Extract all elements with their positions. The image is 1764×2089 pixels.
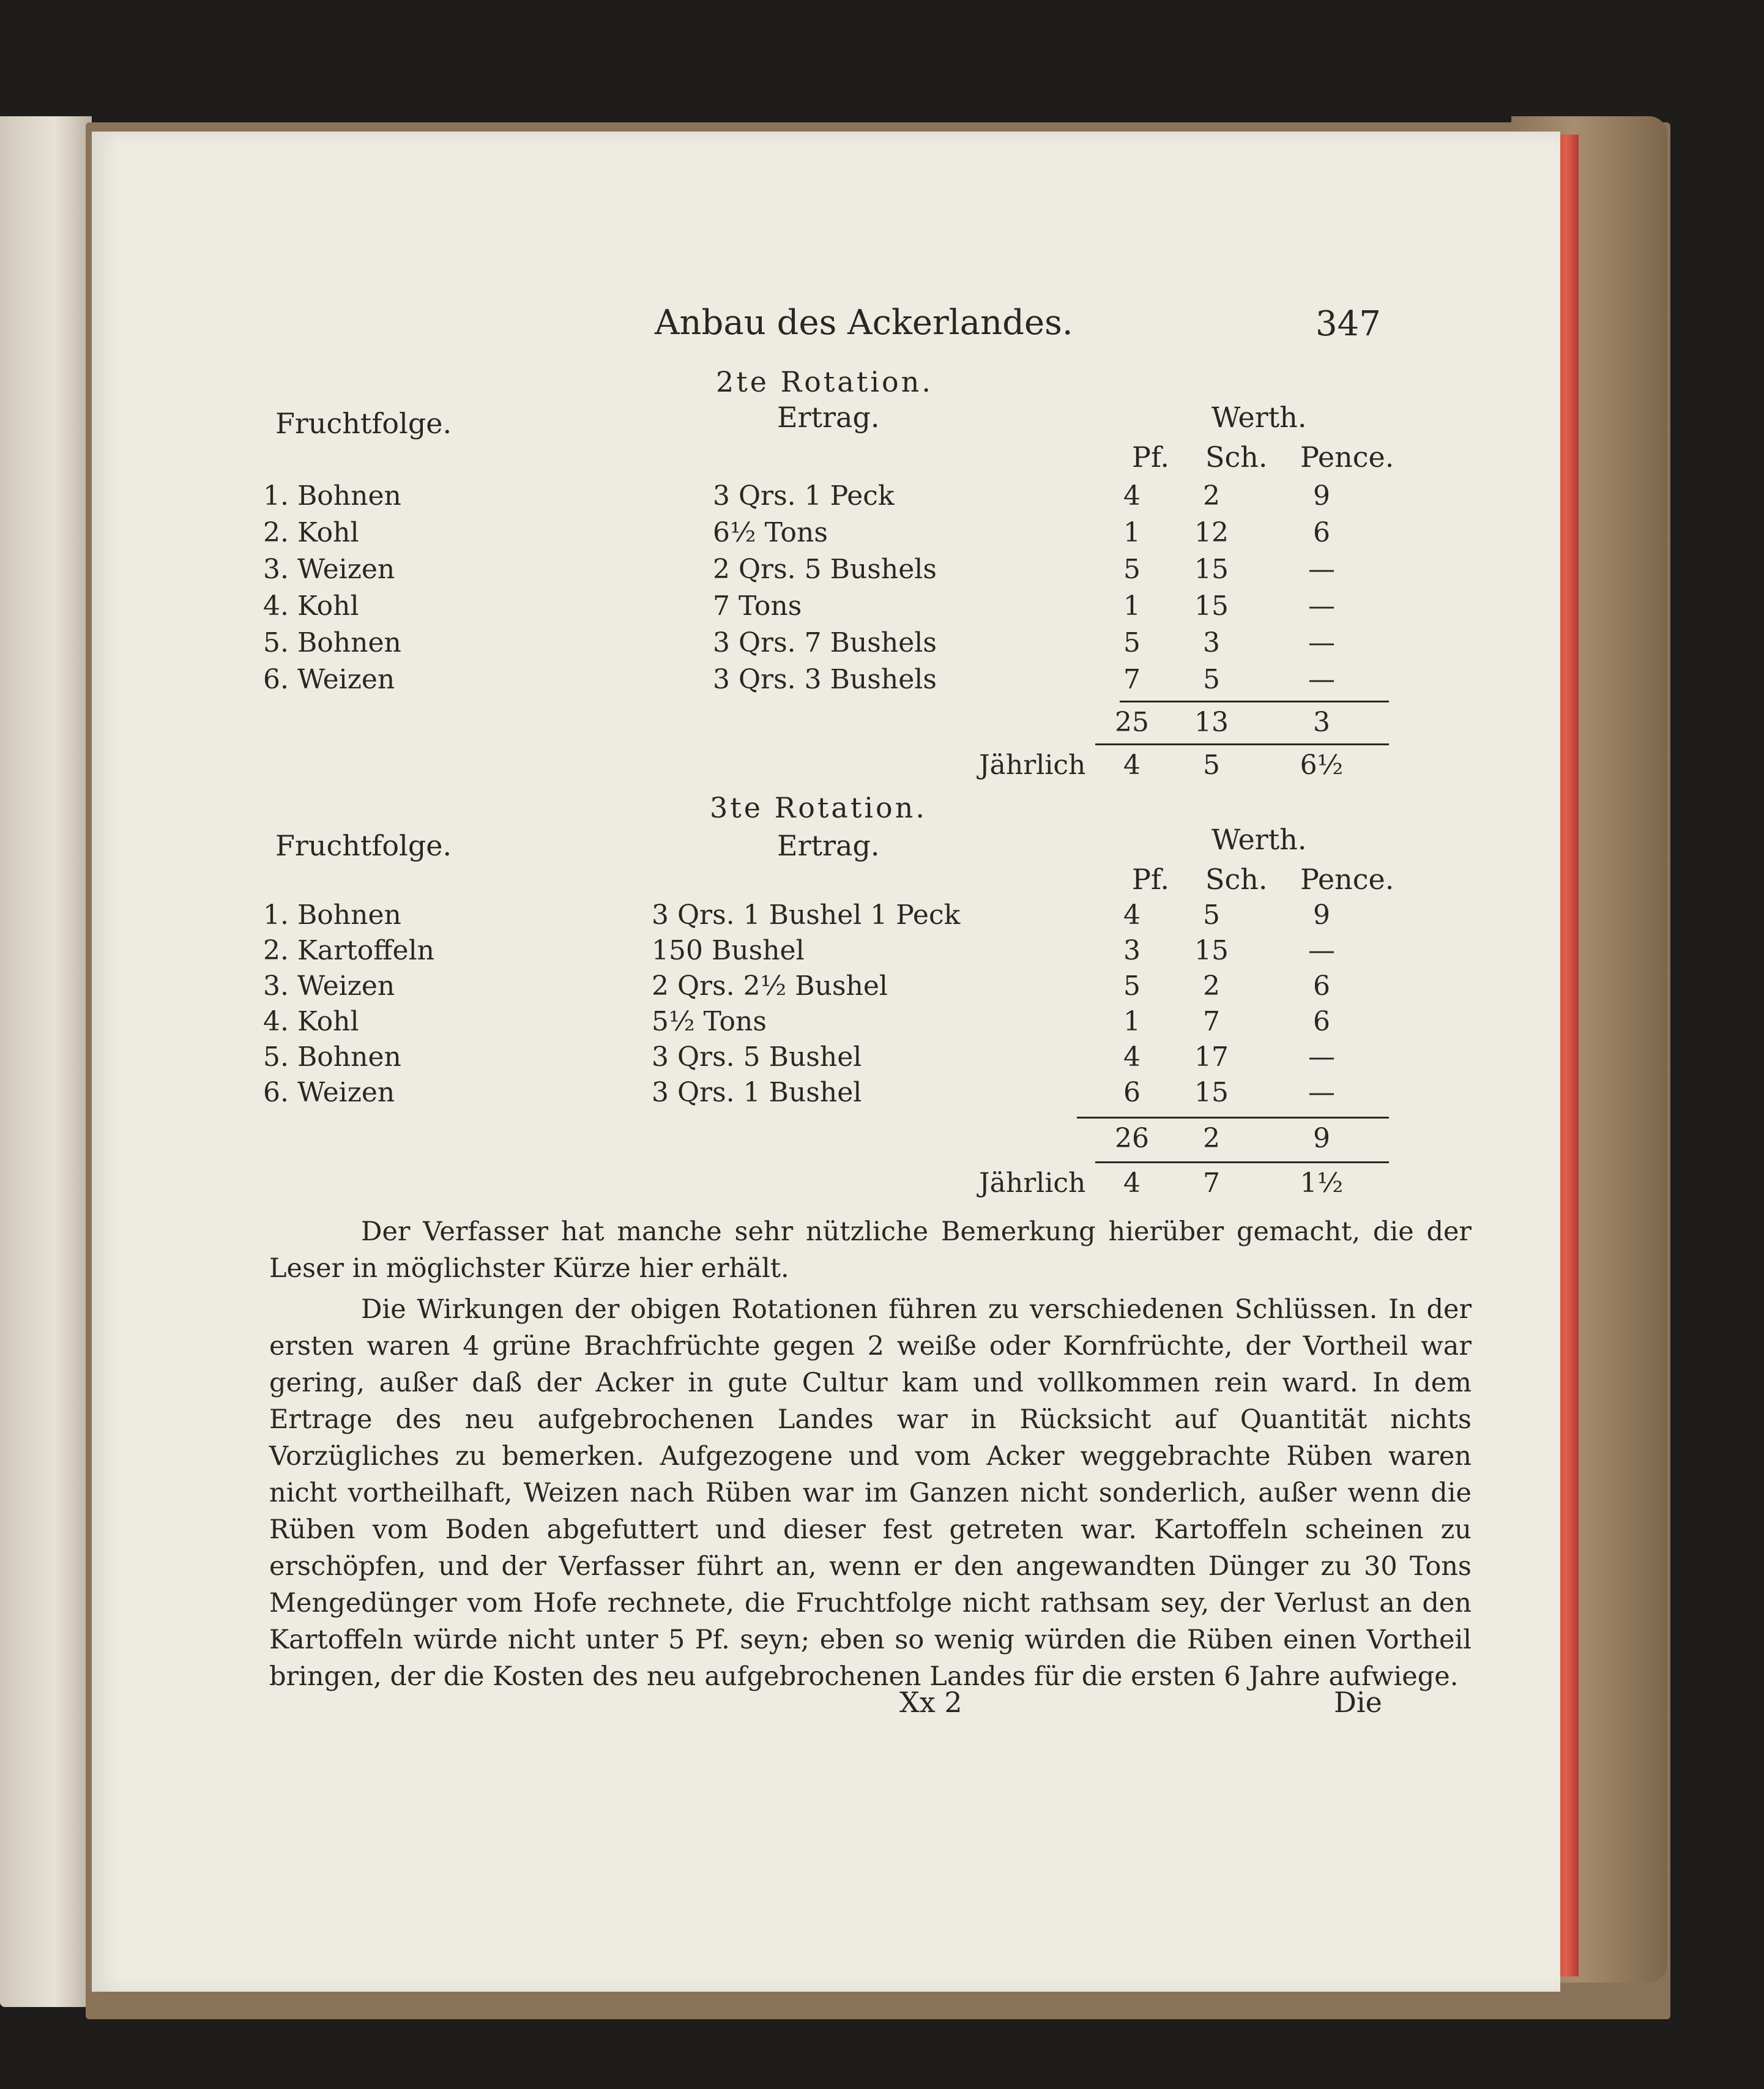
yield-cell: 2 Qrs. 5 Bushels xyxy=(713,554,937,585)
crop-cell: 5. Bohnen xyxy=(263,627,401,658)
crop-cell: 4. Kohl xyxy=(263,1006,359,1037)
rotation3-yield-header: Ertrag. xyxy=(777,829,880,862)
pence-cell: — xyxy=(1308,1041,1335,1073)
catchword: Die xyxy=(1334,1686,1382,1719)
pf-cell: 4 xyxy=(1123,480,1141,512)
book-page xyxy=(92,132,1560,1992)
rotation2-crop-header: Fruchtfolge. xyxy=(275,407,452,440)
yield-cell: 2 Qrs. 2½ Bushel xyxy=(652,970,888,1002)
yield-cell: 3 Qrs. 5 Bushel xyxy=(652,1041,862,1073)
rotation3-pence-header: Pence. xyxy=(1300,863,1394,896)
pence-cell: 6 xyxy=(1313,970,1330,1002)
yearly-pence: 1½ xyxy=(1300,1167,1344,1199)
yield-cell: 7 Tons xyxy=(713,590,802,622)
sch-cell: 15 xyxy=(1194,935,1229,966)
yield-cell: 5½ Tons xyxy=(652,1006,767,1037)
sch-cell: 7 xyxy=(1203,1006,1220,1037)
rotation2-yield-header: Ertrag. xyxy=(777,401,880,434)
sum-rule xyxy=(1077,1117,1389,1119)
page-number: 347 xyxy=(1316,304,1381,344)
yield-cell: 3 Qrs. 1 Bushel xyxy=(652,1077,862,1108)
pence-cell: 6 xyxy=(1313,1006,1330,1037)
sch-cell: 5 xyxy=(1203,899,1220,931)
sch-cell: 3 xyxy=(1203,627,1220,658)
crop-cell: 3. Weizen xyxy=(263,970,395,1002)
yield-cell: 3 Qrs. 7 Bushels xyxy=(713,627,937,658)
crop-cell: 6. Weizen xyxy=(263,1077,395,1108)
running-title: Anbau des Ackerlandes. xyxy=(655,303,1073,343)
sch-cell: 2 xyxy=(1203,480,1220,512)
sch-cell: 15 xyxy=(1194,590,1229,622)
pf-cell: 5 xyxy=(1123,627,1141,658)
yearly-pence: 6½ xyxy=(1300,750,1344,781)
sch-cell: 15 xyxy=(1194,1077,1229,1108)
pence-cell: — xyxy=(1308,664,1335,695)
sch-cell: 2 xyxy=(1203,970,1220,1002)
sch-cell: 17 xyxy=(1194,1041,1229,1073)
pf-cell: 7 xyxy=(1123,664,1141,695)
pence-cell: — xyxy=(1308,935,1335,966)
yearly-pf: 4 xyxy=(1123,1167,1141,1199)
yield-cell: 6½ Tons xyxy=(713,517,828,548)
pence-cell: — xyxy=(1308,627,1335,658)
yield-cell: 3 Qrs. 1 Peck xyxy=(713,480,895,512)
paragraph: Die Wirkungen der obigen Rotationen führen zu verschiedenen Schlüssen. In der ersten waren 4 grüne Brachfrüchte gegen 2 weiße oder Kornfrüchte, der Vortheil war gering, außer daß der Acker in gute Cultur kam und vollkommen rein ward. In dem Ertrage des neu aufgebrochenen Landes war in Rücksicht auf Quantität nichts Vorzügliches zu bemerken. Aufgezogene und vom Acker weggebrachte Rüben waren nicht vortheilhaft, Weizen nach Rüben war im Ganzen nicht sonderlich, außer wenn die Rüben vom Boden abgefuttert und dieser fest getreten war. Kartoffeln scheinen zu erschöpfen, und der Verfasser führt an, wenn er den angewandten Dünger zu 30 Tons Mengedünger vom Hofe rechnete, die Fruchtfolge nicht rathsam sey, der Verlust an den Kartoffeln würde nicht unter 5 Pf. seyn; eben so wenig würden die Rüben einen Vortheil bringen, der die Kosten des neu aufgebrochenen Landes für die ersten 6 Jahre aufwiege. xyxy=(269,1294,1472,1692)
rotation3-sch-header: Sch. xyxy=(1205,863,1268,896)
sum-rule xyxy=(1095,743,1389,745)
rotation3-pf-header: Pf. xyxy=(1132,863,1169,896)
total-pence: 9 xyxy=(1313,1123,1330,1154)
yield-cell: 150 Bushel xyxy=(652,935,805,966)
crop-cell: 6. Weizen xyxy=(263,664,395,695)
rotation2-pence-header: Pence. xyxy=(1300,441,1394,474)
pence-cell: 6 xyxy=(1313,517,1330,548)
yearly-sch: 5 xyxy=(1203,750,1220,781)
total-sch: 2 xyxy=(1203,1123,1220,1154)
pf-cell: 3 xyxy=(1123,935,1141,966)
sch-cell: 15 xyxy=(1194,554,1229,585)
yearly-sch: 7 xyxy=(1203,1167,1220,1199)
pence-cell: 9 xyxy=(1313,480,1330,512)
crop-cell: 1. Bohnen xyxy=(263,899,401,931)
pf-cell: 1 xyxy=(1123,590,1141,622)
rotation2-title: 2te Rotation. xyxy=(716,365,933,398)
yearly-label: Jährlich xyxy=(979,750,1086,781)
pf-cell: 6 xyxy=(1123,1077,1141,1108)
rotation2-pf-header: Pf. xyxy=(1132,441,1169,474)
left-page-edge xyxy=(0,116,92,2007)
pf-cell: 5 xyxy=(1123,554,1141,585)
pence-cell: 9 xyxy=(1313,899,1330,931)
signature-mark: Xx 2 xyxy=(899,1686,962,1719)
sch-cell: 12 xyxy=(1194,517,1229,548)
rotation2-sch-header: Sch. xyxy=(1205,441,1268,474)
yield-cell: 3 Qrs. 1 Bushel 1 Peck xyxy=(652,899,961,931)
pence-cell: — xyxy=(1308,554,1335,585)
crop-cell: 2. Kohl xyxy=(263,517,359,548)
pf-cell: 1 xyxy=(1123,517,1141,548)
pf-cell: 5 xyxy=(1123,970,1141,1002)
rotation3-crop-header: Fruchtfolge. xyxy=(275,829,452,862)
crop-cell: 3. Weizen xyxy=(263,554,395,585)
total-pf: 25 xyxy=(1115,707,1149,738)
pf-cell: 4 xyxy=(1123,1041,1141,1073)
sum-rule xyxy=(1095,1161,1389,1163)
paragraph: Der Verfasser hat manche sehr nützliche Bemerkung hierüber gemacht, die der Leser in möglichster Kürze hier erhält. xyxy=(269,1216,1472,1284)
sum-rule xyxy=(1120,701,1389,702)
crop-cell: 5. Bohnen xyxy=(263,1041,401,1073)
pf-cell: 1 xyxy=(1123,1006,1141,1037)
total-pence: 3 xyxy=(1313,707,1330,738)
pence-cell: — xyxy=(1308,590,1335,622)
crop-cell: 2. Kartoffeln xyxy=(263,935,434,966)
rotation2-value-header: Werth. xyxy=(1211,401,1307,434)
rotation3-title: 3te Rotation. xyxy=(710,791,927,824)
crop-cell: 4. Kohl xyxy=(263,590,359,622)
sch-cell: 5 xyxy=(1203,664,1220,695)
total-pf: 26 xyxy=(1115,1123,1149,1154)
total-sch: 13 xyxy=(1194,707,1229,738)
rotation3-value-header: Werth. xyxy=(1211,823,1307,856)
yearly-label: Jährlich xyxy=(979,1167,1086,1199)
yield-cell: 3 Qrs. 3 Bushels xyxy=(713,664,937,695)
pf-cell: 4 xyxy=(1123,899,1141,931)
pence-cell: — xyxy=(1308,1077,1335,1108)
crop-cell: 1. Bohnen xyxy=(263,480,401,512)
yearly-pf: 4 xyxy=(1123,750,1141,781)
